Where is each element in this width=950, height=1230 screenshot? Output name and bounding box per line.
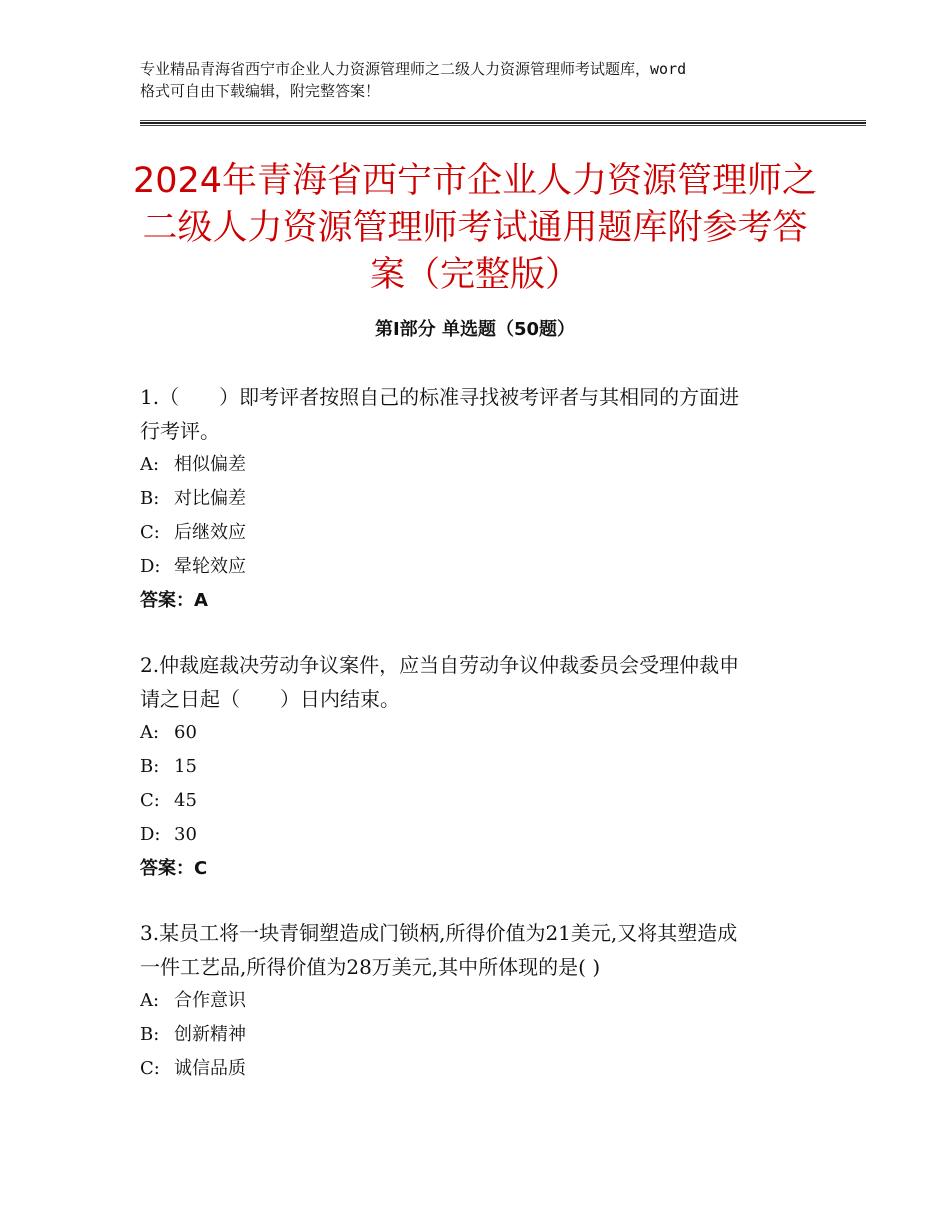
question-stem-line1: 1.（ ）即考评者按照自己的标准寻找被考评者与其相同的方面进 [140, 385, 740, 409]
answer-label: 答案：A [140, 590, 208, 611]
option-c [140, 516, 820, 550]
option-text: 创新精神 [174, 1024, 246, 1045]
option-letter: B: [140, 756, 160, 777]
header-note [140, 58, 830, 102]
option-text: 合作意识 [174, 990, 246, 1011]
document-title-line2: 二级人力资源管理师考试通用题库附参考答 [142, 208, 808, 248]
option-letter: C: [140, 522, 160, 543]
option-letter: B: [140, 1024, 160, 1045]
option-letter: C: [140, 1058, 160, 1079]
option-a [140, 716, 820, 750]
option-letter: A: [140, 454, 160, 475]
question-stem-line2: 请之日起（ ）日内结束。 [140, 687, 400, 711]
option-b [140, 482, 820, 516]
option-letter: D: [140, 556, 161, 577]
question-stem-line2: 一件工艺品,所得价值为28万美元,其中所体现的是( ) [140, 955, 601, 979]
option-letter: B: [140, 488, 160, 509]
question-2 [140, 648, 820, 886]
option-text: 后继效应 [174, 522, 246, 543]
option-text: 45 [174, 790, 197, 811]
question-list [140, 380, 820, 1116]
option-b [140, 1018, 820, 1052]
option-letter: D: [140, 824, 161, 845]
header-rule-top [140, 120, 866, 121]
header-rule-middle [140, 122, 866, 124]
option-letter: A: [140, 990, 160, 1011]
question-stem-line1: 3.某员工将一块青铜塑造成门锁柄,所得价值为21美元,又将其塑造成 [140, 921, 738, 945]
question-1 [140, 380, 820, 618]
option-letter: C: [140, 790, 160, 811]
question-3 [140, 916, 820, 1086]
option-text: 诚信品质 [174, 1058, 246, 1079]
option-text: 晕轮效应 [174, 556, 246, 577]
header-note-line1: 专业精品青海省西宁市企业人力资源管理师之二级人力资源管理师考试题库，word [140, 60, 687, 78]
option-text: 60 [174, 722, 197, 743]
option-d [140, 818, 820, 852]
option-a [140, 448, 820, 482]
header-note-line2: 格式可自由下载编辑，附完整答案！ [140, 82, 381, 100]
option-a [140, 984, 820, 1018]
option-b [140, 750, 820, 784]
question-stem [140, 380, 820, 448]
question-stem-line1: 2.仲裁庭裁决劳动争议案件，应当自劳动争议仲裁委员会受理仲裁申 [140, 653, 740, 677]
document-title-line1: 2024年青海省西宁市企业人力资源管理师之 [132, 161, 818, 201]
document-title-line3: 案（完整版） [369, 255, 580, 295]
option-d [140, 550, 820, 584]
question-stem [140, 916, 820, 984]
option-c [140, 1052, 820, 1086]
section-heading: 第Ⅰ部分 单选题（50题） [374, 319, 575, 340]
option-text: 相似偏差 [174, 454, 246, 475]
option-text: 15 [174, 756, 197, 777]
question-stem [140, 648, 820, 716]
option-c [140, 784, 820, 818]
document-title [120, 158, 830, 299]
option-text: 30 [174, 824, 197, 845]
answer-label: 答案：C [140, 858, 208, 879]
header-rule-bottom [140, 125, 866, 126]
option-text: 对比偏差 [174, 488, 246, 509]
option-letter: A: [140, 722, 160, 743]
question-stem-line2: 行考评。 [140, 419, 220, 443]
